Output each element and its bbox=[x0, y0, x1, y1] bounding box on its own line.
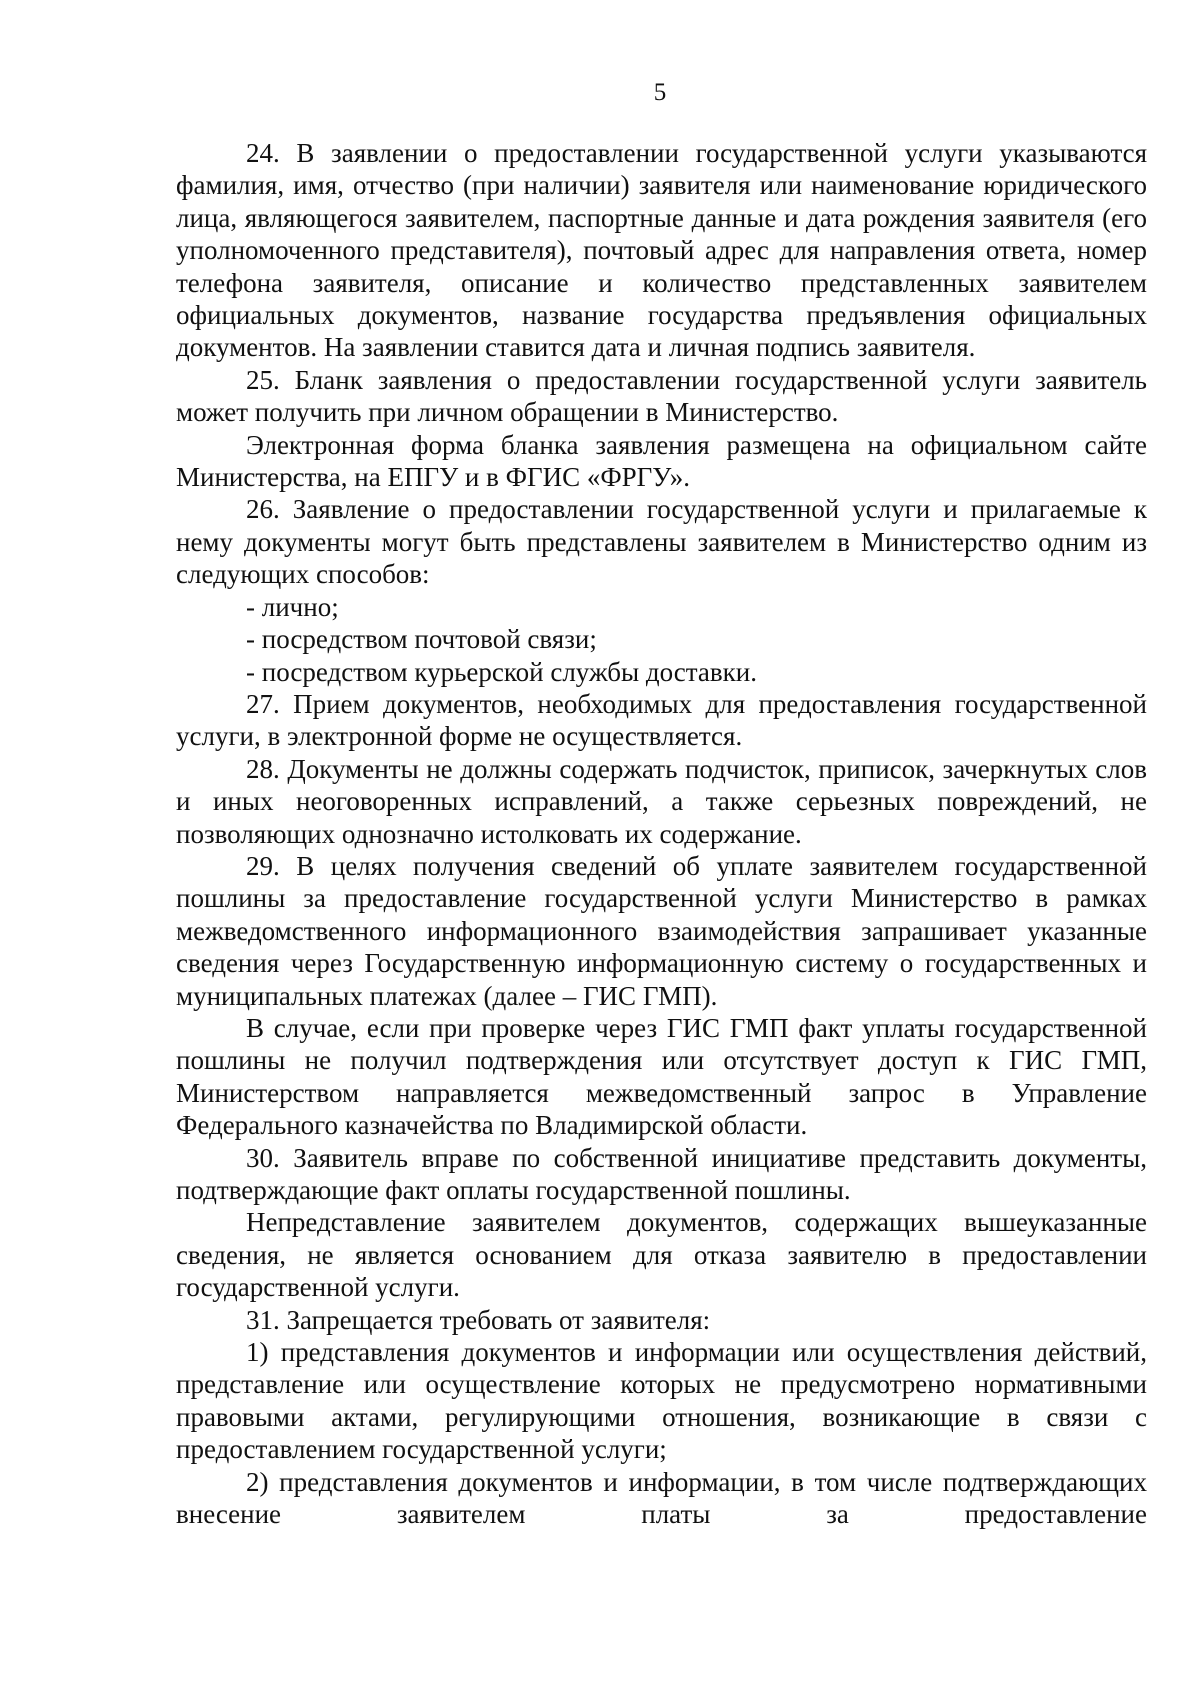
paragraph-29-gis-gmp-case: В случае, если при проверке через ГИС ГМП факт уплаты государственной пошлины не получил подтверждения или отсутствует доступ к ГИС ГМП, Министерством направляется межведомственный запрос в Управление Федерального казначейства по Владимирской области. bbox=[176, 1012, 1147, 1141]
paragraph-24: 24. В заявлении о предоставлении государственной услуги указываются фамилия, имя, отчество (при наличии) заявителя или наименование юридического лица, являющегося заявителем, паспортные данные и дата рождения заявителя (его уполномоченного представителя), почтовый адрес для направления ответа, номер телефона заявителя, описание и количество представленных заявителем официальных документов, название государства предъявления официальных документов. На заявлении ставится дата и личная подпись заявителя. bbox=[176, 138, 1147, 363]
paragraph-31-item-1: 1) представления документов и информации или осуществления действий, представление или осуществление которых не предусмотрено нормативными правовыми актами, регулирующими отношения, возникающие в связи с предоставлением государственной услуги; bbox=[176, 1337, 1147, 1465]
paragraph-31: 31. Запрещается требовать от заявителя: bbox=[246, 1304, 711, 1335]
paragraph-26: 26. Заявление о предоставлении государственной услуги и прилагаемые к нему документы могут быть представлены заявителем в Министерство одним из следующих способов: bbox=[176, 494, 1147, 590]
paragraph-27: 27. Прием документов, необходимых для предоставления государственной услуги, в электронной форме не осуществляется. bbox=[176, 688, 1147, 752]
paragraph-30-non-submission: Непредставление заявителем документов, содержащих вышеуказанные сведения, не является основанием для отказа заявителю в предоставлении государственной услуги. bbox=[176, 1207, 1147, 1303]
paragraph-31-item-2: 2) представления документов и информации, в том числе подтверждающих внесение заявителем платы за предоставление bbox=[176, 1466, 1147, 1530]
list-item-in-person: - лично; bbox=[246, 591, 339, 622]
list-item-postal: - посредством почтовой связи; bbox=[246, 624, 597, 655]
document-body bbox=[176, 137, 1147, 1530]
page-number: 5 bbox=[653, 79, 667, 106]
paragraph-30: 30. Заявитель вправе по собственной инициативе представить документы, подтверждающие факт оплаты государственной пошлины. bbox=[176, 1142, 1147, 1205]
paragraph-29: 29. В целях получения сведений об уплате заявителем государственной пошлины за предоставление государственной услуги Министерство в рамках межведомственного информационного взаимодействия запрашивает указанные сведения через Государственную информационную систему о государственных и муниципальных платежах (далее – ГИС ГМП). bbox=[176, 850, 1147, 1011]
paragraph-25-electronic-form: Электронная форма бланка заявления размещена на официальном сайте Министерства, на ЕПГУ и в ФГИС «ФРГУ». bbox=[176, 429, 1147, 493]
paragraph-25: 25. Бланк заявления о предоставлении государственной услуги заявитель может получить при личном обращении в Министерство. bbox=[176, 364, 1147, 428]
list-item-courier: - посредством курьерской службы доставки. bbox=[246, 656, 757, 687]
paragraph-28: 28. Документы не должны содержать подчисток, приписок, зачеркнутых слов и иных неоговоренных исправлений, а также серьезных повреждений, не позволяющих однозначно истолковать их содержание. bbox=[176, 753, 1147, 849]
